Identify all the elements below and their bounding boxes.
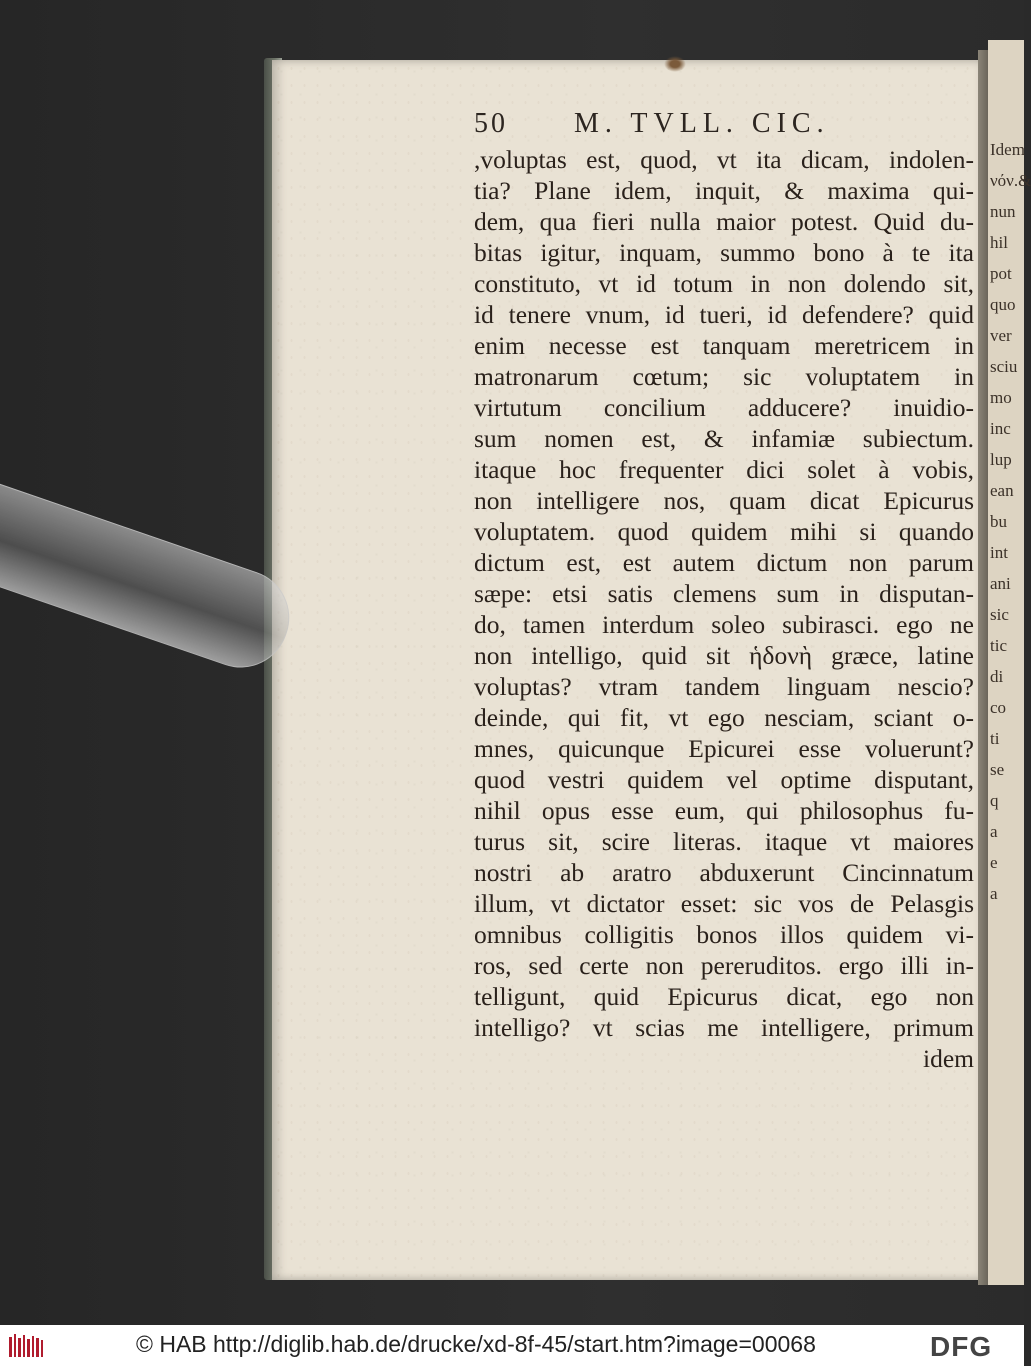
facing-page-fragment: quo <box>990 295 1016 314</box>
catchword: idem <box>923 1044 974 1073</box>
text-line: sum nomen est, & infamiæ subiectum. <box>474 424 974 453</box>
text-line: itaque hoc frequenter dici solet à vobis, <box>474 455 974 484</box>
facing-page-fragment: nun <box>990 202 1016 221</box>
text-line: ros, sed certe non pereruditos. ergo illi in- <box>474 951 974 980</box>
text-line: do, tamen interdum soleo subirasci. ego ne <box>474 610 974 639</box>
text-line: sæpe: etsi satis clemens sum in disputan- <box>474 579 974 608</box>
text-line: ,voluptas est, quod, vt ita dicam, indolen- <box>474 145 974 174</box>
facing-page-fragment: mo <box>990 388 1012 407</box>
page-number: 50 <box>474 108 508 139</box>
copyright-url[interactable]: © HAB http://diglib.hab.de/drucke/xd-8f-45/start.htm?image=00068 <box>136 1331 816 1357</box>
facing-page-fragment: ti <box>990 729 1000 748</box>
text-line: non intelligo, quid sit ἡδονὴ græce, latine <box>474 641 974 670</box>
hab-logo-icon <box>8 1333 44 1359</box>
text-line: dem, qua fieri nulla maior potest. Quid du- <box>474 207 974 236</box>
facing-page-fragment: lup <box>990 450 1012 469</box>
facing-page <box>988 40 1031 1285</box>
text-line: voluptas? vtram tandem linguam nescio? <box>474 672 974 701</box>
facing-page-fragment: ean <box>990 481 1014 500</box>
text-line: voluptatem. quod quidem mihi si quando <box>474 517 974 546</box>
facing-page-fragment: q <box>990 791 999 810</box>
facing-page-fragment: ani <box>990 574 1011 593</box>
text-line: nostri ab aratro abduxerunt Cincinnatum <box>474 858 974 887</box>
text-line: quod vestri quidem vel optime disputant, <box>474 765 974 794</box>
text-line: tia? Plane idem, inquit, & maxima qui- <box>474 176 974 205</box>
facing-page-fragment: int <box>990 543 1008 562</box>
facing-page-fragment: sciu <box>990 357 1018 376</box>
facing-page-fragment: ver <box>990 326 1012 345</box>
text-line: dictum est, est autem dictum non parum <box>474 548 974 577</box>
text-line: id tenere vnum, id tueri, id defendere? quid <box>474 300 974 329</box>
facing-page-fragment: inc <box>990 419 1011 438</box>
text-line: omnibus colligitis bonos illos quidem vi- <box>474 920 974 949</box>
facing-page-fragment: pot <box>990 264 1012 283</box>
facing-page-fragment: bu <box>990 512 1007 531</box>
text-line: intelligo? vt scias me intelligere, primum <box>474 1013 974 1042</box>
text-line: mnes, quicunque Epicurei esse voluerunt? <box>474 734 974 763</box>
text-line: constituto, vt id totum in non dolendo sit, <box>474 269 974 298</box>
facing-page-fragment: Idem <box>990 140 1025 159</box>
text-line: non intelligere nos, quam dicat Epicurus <box>474 486 974 515</box>
facing-page-fragment: e <box>990 853 998 872</box>
text-line: nihil opus esse eum, qui philosophus fu- <box>474 796 974 825</box>
text-line: bitas igitur, inquam, summo bono à te ita <box>474 238 974 267</box>
facing-page-fragment: hil <box>990 233 1008 252</box>
text-line: enim necesse est tanquam meretricem in <box>474 331 974 360</box>
text-line: deinde, qui fit, vt ego nesciam, sciant o- <box>474 703 974 732</box>
footer-bar <box>0 1325 1024 1366</box>
facing-page-fragment: a <box>990 884 998 903</box>
facing-page-fragment: a <box>990 822 998 841</box>
dfg-logo: DFG <box>930 1331 993 1362</box>
facing-page-fragment: νόν.& <box>990 171 1031 190</box>
running-title: M. TVLL. CIC. <box>574 108 830 139</box>
text-line: virtutum concilium adducere? inuidio- <box>474 393 974 422</box>
wormhole-damage <box>664 56 686 72</box>
text-line: matronarum cœtum; sic voluptatem in <box>474 362 974 391</box>
facing-page-fragment: co <box>990 698 1007 717</box>
facing-page-fragment: se <box>990 760 1005 779</box>
body-text <box>474 144 974 1074</box>
text-line: telligunt, quid Epicurus dicat, ego non <box>474 982 974 1011</box>
facing-page-fragment: tic <box>990 636 1007 655</box>
facing-page-fragment: di <box>990 667 1004 686</box>
text-line: illum, vt dictator esset: sic vos de Pelasgis <box>474 889 974 918</box>
text-line: turus sit, scire literas. itaque vt maiores <box>474 827 974 856</box>
facing-page-fragment: sic <box>990 605 1009 624</box>
running-head <box>474 108 874 148</box>
